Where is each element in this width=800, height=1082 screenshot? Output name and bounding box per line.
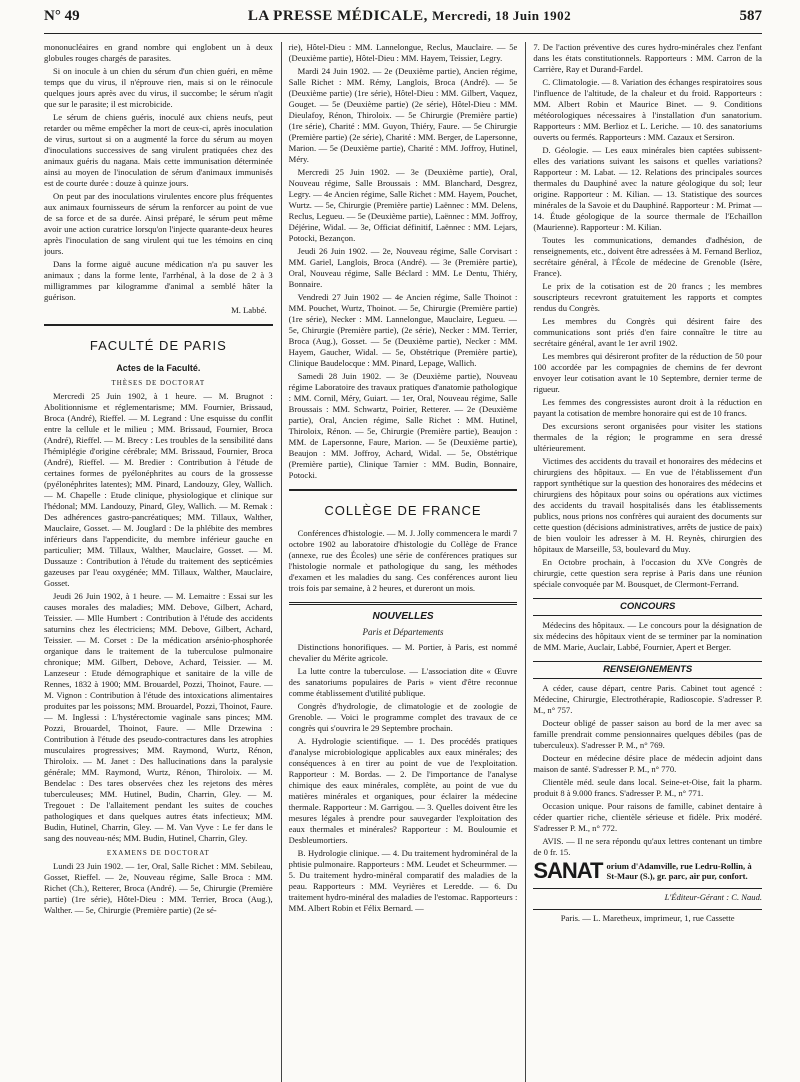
printer-line: Paris. — L. Maretheux, imprimeur, 1, rue Cassette <box>533 909 762 924</box>
theses-paragraph: Jeudi 26 Juin 1902, à 1 heure. — M. Lemaitre : Essai sur les causes morales des maladies; MM. Debove, Gilbert, Achard, Teissier. — Mlle Humbert : Contribution à l'étude des accidents saturnins chez les électriciens; MM. Debove, Gilbert, Achard, Teissier. — M. Corset : De la médication arsénio-phosphorée organique dans le traitement de la tuberculose pulmonaire chronique; MM. Gilbert, Debove, Achard, Teissier. — M. Lanzeseur : Etude démographique et sanitaire de la ville de Rennes, 1832 à 1900; MM. Brouardel, Pozzi, Thoinot, Faure. — M. Vignon : Contribution à l'étude des intoxications alimentaires produites par les poissons; MM. Brouardel, Pozzi, Thoinot, Faure. — M. Inglessi : L'hystérectomie vaginale sans pinces; MM. Pozzi, Brouardel, Thoinot, Faure. — Mlle Drzewina : Contribution à l'étude des pseudo-contractures dans les atrophies musculaires progressives; MM. Raymond, Wurtz, Rénon, Thiroloix. — M. Janet : Des hallucinations dans la paralysie générale; MM. Raymond, Wurtz, Rénon, Thiroloix. — M. Bendelac : Des tares observées chez les rejetons des mères tuberculeuses; MM. Hutinel, Budin, Charrin, Gley. — M. Tregouet : De l'allaitement pendant les suites de couches pathologiques et dans quelques autres états infectieux; MM. Budin, Hutinel, Charrin, Gley. — M. Van Vyve : Le fer dans le sang des nouveau-nés; MM. Budin, Hutinel, Charrin, Gley. <box>44 591 273 844</box>
examens-paragraph: rie), Hôtel-Dieu : MM. Lannelongue, Reclus, Mauclaire. — 5e (Deuxième partie), Hôtel-Dieu : MM. Hayem, Teissier, Legry. <box>288 42 518 63</box>
examens-paragraph: Mardi 24 Juin 1902. — 2e (Deuxième partie), Ancien régime, Salle Richet : MM. Rémy, Langlois, Broca (André). — 5e (Deuxième partie) (1re série), Hôtel-Dieu : MM. Gilbert, Vaquez, Gouget. — 5e (Deuxième partie) (2e série), Hôtel-Dieu : MM. Dieulafoy, Rénon, Thiroloix. — 5e Chirurgie (Première partie) (1re série), Charité : MM. Guyon, Thiéry, Faure. — 5e Chirurgie (Première partie) (2e série), Charité : MM. Berger, de Lapersonne, Marion. — 5e (Deuxième partie), Charité : MM. Joffroy, Hutinel, Méry. <box>288 66 518 164</box>
sanat-line-2: St-Maur (S.), gr. parc, air pur, confort. <box>606 871 748 882</box>
examens-heading: EXAMENS DE DOCTORAT <box>106 849 210 858</box>
examens-paragraph: Mercredi 25 Juin 1902. — 3e (Deuxième partie), Oral, Nouveau régime, Salle Broussais : MM. Blanchard, Desgrez, Legry. — 4e Ancien régime, Salle Richet : MM. Hayem, Pouchet, Wurtz. — 5e, Chirurgie (Première partie) Laënnec : MM. Delens, Reclus, Legueu. — 5e (Deuxième partie), Laënnec : MM. Joffroy, Déjérine, Widal. — 3e, Officiat définitif, Laënnec : MM. Lejars, Potocki, Bezançon. <box>288 167 518 243</box>
nouvelles-paragraph: Des excursions seront organisées pour visiter les stations thermales de la région; le programme en sera dressé ultérieurement. <box>533 421 763 453</box>
concours-paragraph: Médecins des hôpitaux. — Le concours pour la désignation de six médecins des hôpitaux vient de se terminer par la nomination de MM. Marie, Auclair, Labbé, Fournier, Apert et Berger. <box>533 620 763 653</box>
renseignements-title: RENSEIGNEMENTS <box>533 661 762 679</box>
nouvelles-paragraph: Toutes les communications, demandes d'adhésion, de renseignements, etc., doivent être adressées à M. Fernand Berlioz, secrétaire général, à l'École de médecine de Grenoble (Isère, France). <box>533 235 763 278</box>
examens-paragraph: Lundi 23 Juin 1902. — 1er, Oral, Salle Richet : MM. Sebileau, Gosset, Rieffel. — 2e, Nouveau régime, Salle Broca : MM. Richet (Ch.), Retterer, Broca (André). — 5e, Chirurgie (Première partie) (1re série), Hôtel-Dieu : MM. Terrier, Broca (Aug.), Walther. — 5e, Chirurgie (Première partie) (2e sé- <box>44 861 273 916</box>
journal-title: LA PRESSE MÉDICALE, <box>247 8 428 24</box>
nouvelles-paragraph: C. Climatologie. — 8. Variation des échanges respiratoires sous l'influence de l'altitude, de la chaleur et du froid. Rapporteurs : MM. Albert Robin et Maurice Binet. — 9. Conditions météorologiques nécessaires à l'installation d'un sanatorium. Rapporteurs : MM. Berlioz et L. Leriche. — 10. des sanatoriums ouverts ou fermés. Rapporteurs : MM. Cazaux et Sersiron. <box>533 77 763 142</box>
article-paragraph: Si on inocule à un chien du sérum d'un chien guéri, en même temps que du virus, il n'éprouve rien, mais si on le réinocule quelques jours après avec du virus, il succombe; le sérum n'agit que sur le parasite; il est microbicide. <box>44 66 273 109</box>
examens-paragraph: Vendredi 27 Juin 1902 — 4e Ancien régime, Salle Thoinot : MM. Pouchet, Wurtz, Thoinot. — 5e, Chirurgie (Première partie) (1re série), Necker : MM. Lannelongue, Mauclaire, Legueu. — 5e, Chirurgie (Première partie), (2e série), Necker : MM. Terrier, Broca (Aug.), Gosset. — 5e (Deuxième partie), Necker : MM. Hayem, Gaucher, Widal. — 5e, Obstétrique (Première partie), Clinique Baudelocque : MM. Pinard, Lepage, Wallich. <box>288 292 518 368</box>
concours-title: CONCOURS <box>533 598 762 616</box>
nouvelles-paragraph: La lutte contre la tuberculose. — L'association dite « Œuvre des sanatoriums populaires de Paris » vient d'être reconnue comme établissement d'utilité publique. <box>288 665 518 698</box>
theses-heading: THÈSES DE DOCTORAT <box>111 379 206 388</box>
issue-date: Mercredi, 18 Juin 1902 <box>432 8 572 23</box>
nouvelles-paragraph: 7. De l'action préventive des cures hydro-minérales chez l'enfant dans les états constitutionnels. Rapporteurs : MM. Carron de la Carrière, Ray et Durand-Fardel. <box>533 42 763 74</box>
article-paragraph: Dans la forme aiguë aucune médication n'a pu sauver les animaux ; dans la forme lente, l'arrhénal, à la dose de 2 à 3 milligrammes par kilogramme d'animal a semblé hâter la guérison. <box>44 259 273 302</box>
page-header <box>44 8 762 34</box>
column-1 <box>44 42 273 1082</box>
classified-ad: AVIS. — Il ne sera répondu qu'aux lettres contenant un timbre de 0 fr. 15. <box>533 836 763 858</box>
college-title: COLLÈGE DE FRANCE <box>324 503 482 518</box>
page-number: 587 <box>739 8 762 24</box>
classified-ad: Docteur obligé de passer saison au bord de la mer avec sa famille prendrait comme pensionnaires quelques débiles (pas de tuberculeux). S'adresser P. M., n° 769. <box>533 718 763 751</box>
examens-paragraph: Jeudi 26 Juin 1902. — 2e, Nouveau régime, Salle Corvisart : MM. Gariel, Langlois, Broca (André). — 3e (Première partie), Oral, Nouveau régime, Salle Béclard : MM. Le Dentu, Thiéry, Bonnaire. <box>288 246 518 289</box>
sanat-line-1: orium d'Adamville, rue Ledru-Rollin, à <box>606 861 752 871</box>
sanatorium-ad <box>533 860 762 882</box>
nouvelles-title: NOUVELLES <box>372 610 434 622</box>
article-paragraph: On peut par des inoculations virulentes encore plus fréquentes aux animaux fournisseurs de sérum la renforcer au point de vue de sa force et de sa durée. Ainsi préparé, le sérum peut même avoir une action curatrice lorsqu'on l'injecte quarante-deux heures après l'inoculation de sang virulent qui tue les témoins en cinq jours. <box>44 191 273 256</box>
column-2 <box>281 42 518 1082</box>
nouvelles-paragraph: A. Hydrologie scientifique. — 1. Des procédés pratiques d'analyse microbiologique applicables aux eaux minérales; des conséquences à en tirer au point de vue de l'exploitation. Rapporteur : M. Bordas. — 2. De l'importance de l'analyse chimique des eaux minérales, complète, au point de vue du matières minérales et organiques, pour éclairer la médecine thermale. Rapporteur : M. Garrigou. — 3. Quelles doivent être les mesures légales à prendre pour sauvegarder l'exploitation des eaux thermales et minérales? Rapporteur : M. Bouloumie et Desbleumortiers. <box>288 735 518 845</box>
issue-number: N° 49 <box>44 8 80 24</box>
nouvelles-paragraph: Congrès d'hydrologie, de climatologie et de zoologie de Grenoble. — Voici le programme complet des travaux de ce congrès qui s'ouvrira le 29 Septembre prochain. <box>288 700 518 733</box>
classified-ad: Docteur en médecine désire place de médecin adjoint dans maison de santé. S'adresser P. M., n° 770. <box>533 753 763 775</box>
actes-title: Actes de la Faculté. <box>116 362 201 373</box>
editor-line: L'Éditeur-Gérant : C. Naud. <box>533 888 762 903</box>
classified-ad: A céder, cause départ, centre Paris. Cabinet tout agencé : Médecine, Chirurgie, Electrothérapie, Radioscopie. S'adresser P. M., n° 757. <box>533 683 763 716</box>
nouvelles-paragraph: D. Géologie. — Les eaux minérales bien captées subissent-elles des variations suivant les saisons et quelles variations? Rapporteur : M. Labat. — 12. Relations des principales sources thermales du Dauphiné avec la nature géologique du sol; leur origine. Rapporteur : M. Kilian. — 13. Statistique des sources minérales de la Savoie et du Dauphiné. Rapporteur : M. Primat — 14. Étude géologique de la source thermale de l'Echaillon (Maurienne). Rapporteur : M. Kilian. <box>533 145 763 232</box>
classified-ad: Occasion unique. Pour raisons de famille, cabinet dentaire à céder quartier riche, clientèle sérieuse et fidèle. Prix modéré. S'adresser P. M., n° 772. <box>533 801 763 834</box>
nouvelles-paragraph: Victimes des accidents du travail et honoraires des médecins et chirurgiens des hôpitaux. — En vue de l'établissement d'un rapport synthétique sur la question des honoraires des médecins et chirurgiens des hôpitaux pour soins ou opérations aux victimes des accidents du travail hospitalisés dans les établissements publics, nous prions nos confrères qui auraient des documents sur cette question (décisions administratives, arrêts de justice de paix) de bien vouloir les adresser à M. H. Reynès, chirurgien des hôpitaux de Marseille, 53, boulevard du Muy. <box>533 456 763 554</box>
nouvelles-paragraph: Distinctions honorifiques. — M. Portier, à Paris, est nommé chevalier du Mérite agricole. <box>288 641 518 663</box>
nouvelles-paragraph: En Octobre prochain, à l'occasion du XVe Congrès de chirurgie, cette question sera reprise à Paris dans une réunion spéciale convoquée par M. Bousquet, de Clermont-Ferrand. <box>533 557 763 589</box>
college-paragraph: Conférences d'histologie. — M. J. Jolly commencera le mardi 7 octobre 1902 au laboratoire d'histologie du Collège de France (annexe, rue des Écoles) une série de conférences pratiques sur l'histologie normale et pathologique du sang, les méthodes d'examen et les maladies du sang. Ces conférences auront lieu trois fois par semaine, à 2 heures, et dureront un mois. <box>288 527 518 593</box>
theses-paragraph: Mercredi 25 Juin 1902, à 1 heure. — M. Brugnot : Abolitionnisme et réglementarisme; MM. Fournier, Brissaud, Broca (André), Rieffel. — M. Legrand : Une esquisse du conflit entre la cellule et le milieu ; MM. Brissaud, Fournier, Broca (André), Rieffel. — M. Brecy : Les troubles de la sensibilité dans l'hémiplégie d'origine cérébrale; MM. Brissaud, Fournier, Broca (André), Rieffel. — M. Bredier : Contribution à l'étude de certaines formes de pyélonéphrites au cours de la grossesse (pyélonéphrites latentes); MM. Pinard, Landouzy, Gley, Wallich. — M. Chapelle : Etude clinique, physiologique et clinique sur l'hédonal; MM. Landouzy, Pinard, Gley, Wallich. — M. Remak : Des adhérences gastro-pancréatiques; MM. Tillaux, Walther, Mauclaire, Gosset. — M. Jouglard : De la phlébite des membres inférieurs dans l'appendicite, du membre inférieur gauche en particulier; MM. Tillaux, Walther, Mauclaire, Gosset. — M. Dussauze : Contribution à l'étude du traitement des septicémies gazeuses par l'eau oxygénée; MM. Tillaux, Walther, Mauclaire, Gosset. <box>44 391 273 589</box>
nouvelles-paragraph: Les membres du Congrès qui désirent faire des communications sont priés d'en faire connaître le titre au secrétaire général, avant le 1er avril 1902. <box>533 316 763 348</box>
article-paragraph: mononucléaires en grand nombre qui englobent un à deux globules rouges chargés de parasites. <box>44 42 273 63</box>
nouvelles-paragraph: Les femmes des congressistes auront droit à la réduction en payant la cotisation de membre honoraire qui est de 10 francs. <box>533 397 763 418</box>
nouvelles-subtitle: Paris et Départements <box>362 627 444 638</box>
article-paragraph: Le sérum de chiens guéris, inoculé aux chiens neufs, peut retarder ou même empêcher la mort de ceux-ci, après inoculation de virus, surtout si on a augmenté la force du sérum au moyen d'inoculations successives de sang virulent pratiquées chez des animaux guéris du nagana. Mais cette immunisation déterminée ainsi au moyen de l'inoculation de sérum d'animaux immunisés est de courte durée : douze à quinze jours. <box>44 112 273 188</box>
article-signature: M. Labbé. <box>231 305 267 315</box>
classified-ad: Clientèle méd. seule dans local. Seine-et-Oise, fait la pharm. produit 8 à 9.000 francs. S'adresser P. M., n° 771. <box>533 777 763 799</box>
faculte-title: FACULTÉ DE PARIS <box>89 338 227 353</box>
masthead <box>248 8 571 25</box>
nouvelles-paragraph: B. Hydrologie clinique. — 4. Du traitement hydrominéral de la phtisie pulmonaire. Rapporteurs : MM. Leudet et Scheurmmer. — 5. Du traitement hydro-minéral comparatif des maladies de la peau. Rapporteurs : MM. Veyrières et Leredde. — 6. Du traitement hydro-minéral des maladies de l'estomac. Rapporteurs : MM. Albert Robin et Félix Bernard. — <box>288 847 518 913</box>
column-3 <box>525 42 762 1082</box>
nouvelles-paragraph: Les membres qui désireront profiter de la réduction de 50 pour 100 accordée par les compagnies de chemins de fer devront envoyer leur cotisation avant le 10 Septembre, dernier terme de rigueur. <box>533 351 763 394</box>
sanat-logo-text: SANAT <box>533 858 603 884</box>
examens-paragraph: Samedi 28 Juin 1902. — 3e (Deuxième partie), Nouveau régime Laboratoire des travaux pratiques d'anatomie pathologique : MM. Cornil, Méry, Guiart. — 1er, Oral, Nouveau régime, Salle Broussais : MM. Schwartz, Poirier, Retterer. — 2e (Deuxième partie), Oral, Ancien régime, Salle Richet : MM. Hutinel, Thiroloix, Rénon. — 5e, Chirurgie (Première partie), Beaujon : MM. de Lapersonne, Faure, Marion. — 5e (Deuxième partie), Beaujon : MM. Joffroy, Achard, Widal. — 5e, Obstétrique (Première partie), Clinique Tarnier : MM. Budin, Bonnaire, Potocki. <box>288 371 518 480</box>
nouvelles-paragraph: Le prix de la cotisation est de 20 francs ; les membres souscripteurs recevront gratuitement les rapports et comptes rendus du Congrès. <box>533 281 763 313</box>
